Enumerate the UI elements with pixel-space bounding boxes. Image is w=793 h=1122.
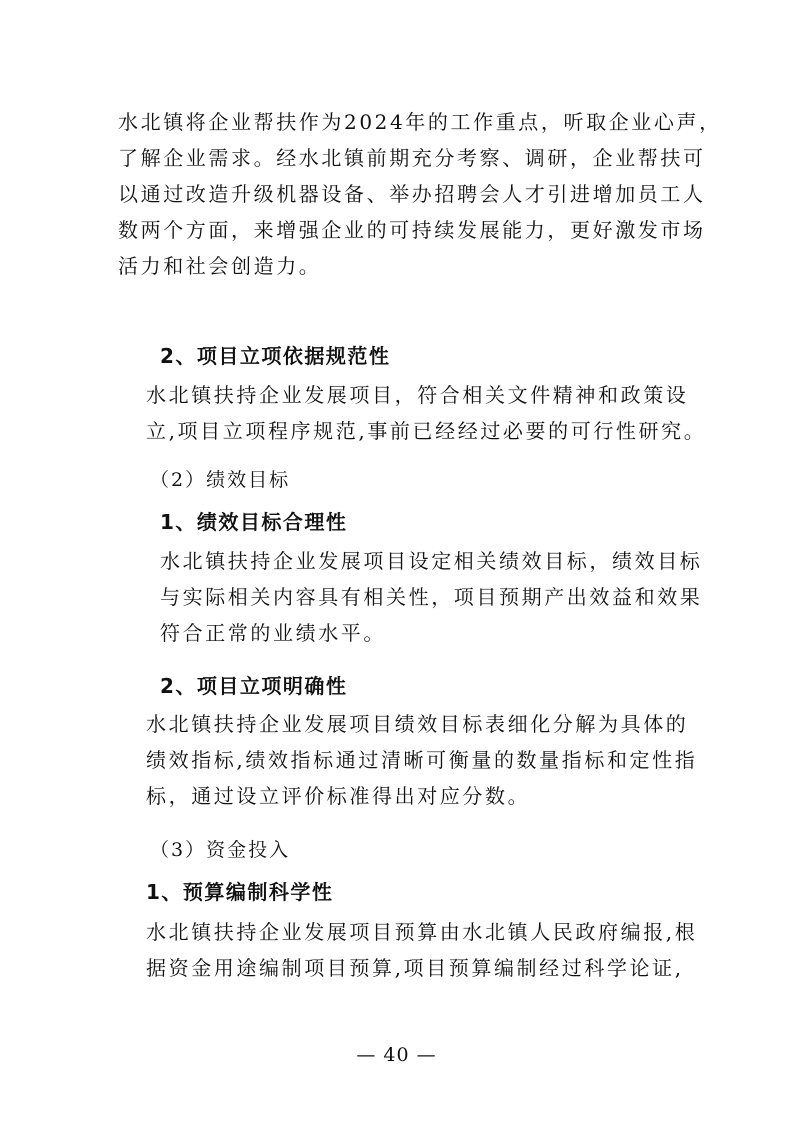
paragraph-line: 水北镇扶持企业发展项目，符合相关文件精神和政策设: [146, 383, 689, 407]
section-heading-goal-rationality: 1、绩效目标合理性: [160, 510, 348, 534]
paragraph-line: 水北镇扶持企业发展项目绩效目标表细化分解为具体的: [146, 712, 689, 736]
paragraph-line: 与实际相关内容具有相关性，项目预期产出效益和效果: [160, 585, 703, 609]
paragraph-line: 水北镇扶持企业发展项目预算由水北镇人民政府编报,根: [146, 920, 698, 944]
paragraph-goal-rationality: [160, 543, 702, 651]
paragraph-line: 绩效指标,绩效指标通过清晰可衡量的数量指标和定性指: [146, 748, 698, 772]
paragraph-line: 活力和社会创造力。: [118, 254, 322, 278]
section-heading-budget-science: 1、预算编制科学性: [146, 880, 334, 904]
paragraph-line: 符合正常的业绩水平。: [160, 621, 386, 645]
paragraph-line: 以通过改造升级机器设备、举办招聘会人才引进增加员工人: [118, 182, 706, 206]
paragraph-line: 了解企业需求。经水北镇前期充分考察、调研，企业帮扶可: [118, 146, 706, 170]
subsection-title-performance-goals: （2）绩效目标: [150, 469, 291, 491]
section-heading-goal-clarity: 2、项目立项明确性: [160, 674, 348, 698]
paragraph-enterprise-support: [118, 104, 722, 284]
paragraph-goal-clarity: [146, 706, 697, 814]
paragraph-line: 据资金用途编制项目预算,项目预算编制经过科学论证,: [146, 956, 684, 980]
paragraph-budget-science: [146, 914, 697, 986]
paragraph-line: 水北镇扶持企业发展项目设定相关绩效目标，绩效目标: [160, 549, 703, 573]
paragraph-line: 数两个方面，来增强企业的可持续发展能力，更好激发市场: [118, 218, 706, 242]
paragraph-line: 立,项目立项程序规范,事前已经经过必要的可行性研究。: [146, 419, 707, 443]
section-heading-basis: 2、项目立项依据规范性: [160, 344, 391, 368]
paragraph-line: 水北镇将企业帮扶作为2024年的工作重点，听取企业心声，: [118, 110, 722, 134]
page-number: — 40 —: [356, 1044, 437, 1066]
paragraph-basis: [146, 377, 706, 449]
paragraph-line: 标，通过设立评价标准得出对应分数。: [146, 784, 531, 808]
subsection-title-funding-input: （3）资金投入: [150, 839, 291, 861]
